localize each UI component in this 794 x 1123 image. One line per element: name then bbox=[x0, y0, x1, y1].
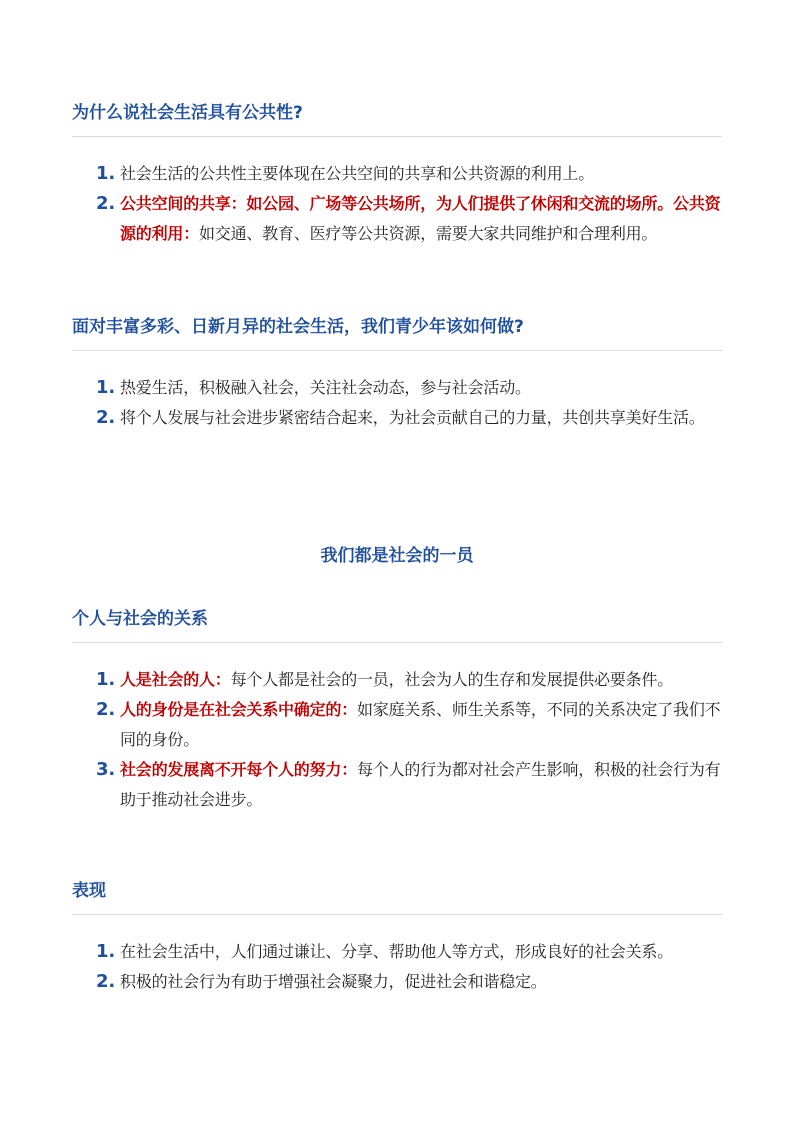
list-item bbox=[72, 403, 722, 433]
item-highlight: 人是社会的人： bbox=[120, 670, 231, 689]
item-number: 3. bbox=[96, 759, 115, 780]
section-individual-society bbox=[72, 607, 722, 815]
item-text: 社会生活的公共性主要体现在公共空间的共享和公共资源的利用上。 bbox=[120, 164, 595, 183]
item-number: 2. bbox=[96, 407, 115, 428]
section-title: 个人与社会的关系 bbox=[72, 607, 722, 643]
item-text: 在社会生活中，人们通过谦让、分享、帮助他人等方式，形成良好的社会关系。 bbox=[120, 942, 674, 961]
list-item bbox=[72, 665, 722, 695]
section-youth-action bbox=[72, 315, 722, 433]
numbered-list bbox=[72, 937, 722, 997]
list-item bbox=[72, 695, 722, 755]
item-text: 如交通、教育、医疗等公共资源，需要大家共同维护和合理利用。 bbox=[199, 224, 658, 243]
item-highlight: 社会的发展离不开每个人的努力： bbox=[120, 760, 358, 779]
numbered-list bbox=[72, 373, 722, 433]
numbered-list bbox=[72, 159, 722, 249]
list-item bbox=[72, 755, 722, 815]
section-manifestation bbox=[72, 879, 722, 997]
item-highlight: 公共资源的利用： bbox=[120, 194, 721, 243]
list-item bbox=[72, 937, 722, 967]
list-item bbox=[72, 159, 722, 189]
section-title: 表现 bbox=[72, 879, 722, 915]
item-number: 1. bbox=[96, 941, 115, 962]
numbered-list bbox=[72, 665, 722, 815]
list-item bbox=[72, 373, 722, 403]
item-number: 1. bbox=[96, 163, 115, 184]
item-text: 热爱生活，积极融入社会，关注社会动态，参与社会活动。 bbox=[120, 378, 531, 397]
list-item bbox=[72, 189, 722, 249]
item-text: 如家庭关系、师生关系等，不同的关系决定了我们不同的身份。 bbox=[120, 700, 721, 749]
section-title: 面对丰富多彩、日新月异的社会生活，我们青少年该如何做? bbox=[72, 315, 722, 351]
item-number: 1. bbox=[96, 377, 115, 398]
item-highlight: 公共空间的共享：如公园、广场等公共场所，为人们提供了休闲和交流的场所。 bbox=[120, 194, 674, 213]
section-public-nature bbox=[72, 101, 722, 249]
item-text: 每个人的行为都对社会产生影响，积极的社会行为有助于推动社会进步。 bbox=[120, 760, 721, 809]
item-number: 2. bbox=[96, 971, 115, 992]
item-highlight: 人的身份是在社会关系中确定的： bbox=[120, 700, 358, 719]
item-number: 2. bbox=[96, 193, 115, 214]
item-number: 2. bbox=[96, 699, 115, 720]
list-item bbox=[72, 967, 722, 997]
item-text: 积极的社会行为有助于增强社会凝聚力，促进社会和谐稳定。 bbox=[120, 972, 547, 991]
section-title: 为什么说社会生活具有公共性? bbox=[72, 101, 722, 137]
chapter-title: 我们都是社会的一员 bbox=[320, 546, 474, 566]
item-text: 每个人都是社会的一员，社会为人的生存和发展提供必要条件。 bbox=[230, 670, 674, 689]
item-text: 将个人发展与社会进步紧密结合起来，为社会贡献自己的力量，共创共享美好生活。 bbox=[120, 408, 705, 427]
item-number: 1. bbox=[96, 669, 115, 690]
